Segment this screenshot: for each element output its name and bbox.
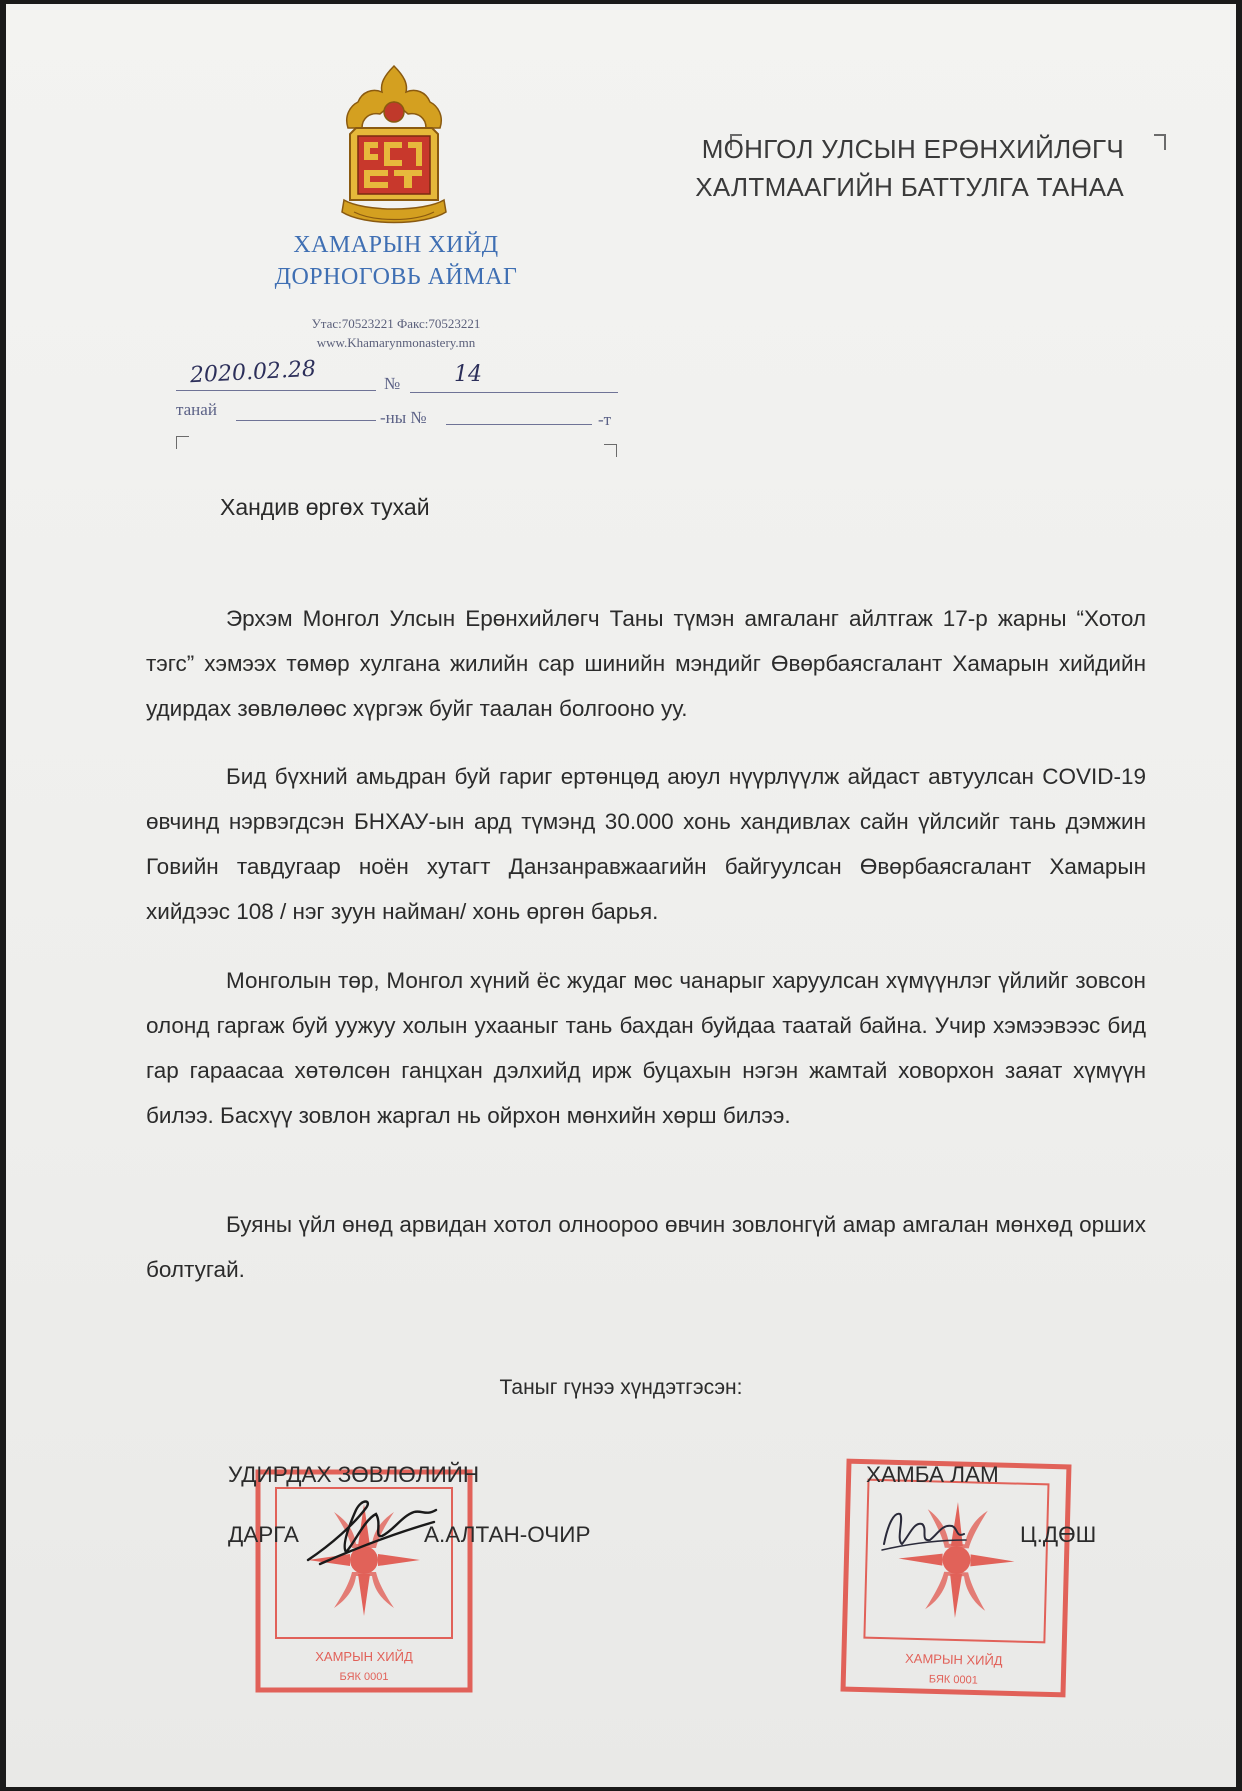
body-paragraph-3-text: Монголын төр, Монгол хүний ёс жудаг мөс чанарыг харуулсан хүмүүнлэг үйлийг зовсон олонд гаргаж буй уужуу холын ухааныг тань бахдан буйдаа таатай байна. Учир хэмээвээс бид гар гараасаа хөтөлсөн ганцхан дэлхийд ирж буцахын нэгэн жамтай ховорхон заяат хүмүүн билээ. Басхүү зовлон жаргал нь ойрхон мөнхийн хөрш билээ.	[146, 968, 1146, 1128]
addressee-line2: ХАЛТМААГИЙН БАТТУЛГА ТАНАА	[695, 172, 1124, 202]
yours-label: танай	[176, 400, 217, 419]
yours-date-line	[236, 420, 376, 421]
body-paragraph-4-text: Буяны үйл өнөд арвидан хотол олноороо өвчин зовлонгүй амар амгалан мөнхөд орших болтугай.	[146, 1212, 1146, 1282]
org-name-line1: ХАМАРЫН ХИЙД	[293, 232, 499, 258]
closing-phrase: Таныг гүнээ хүндэтгэсэн:	[499, 1376, 743, 1399]
handwritten-signature	[302, 1494, 442, 1570]
phone-fax: Утас:70523221 Факс:70523221	[311, 316, 481, 331]
stamp-left-text: ХАМРЫН ХИЙД	[315, 1649, 413, 1664]
addressee-line1: МОНГОЛ УЛСЫН ЕРӨНХИЙЛӨГЧ	[701, 134, 1124, 164]
body-paragraph-2-text: Бид бүхний амьдран буй гариг ертөнцөд аюул нүүрлүүлж айдаст автуулсан COVID-19 өвчинд нэрвэгдсэн БНХАУ-ын ард түмэнд 30.000 хонь хандивлах сайн үйлсийг тань дэмжин Говийн тавдугаар ноён хутагт Данзанравжаагийн байгуулсан Өвөрбаясгалант Хамарын хийдээс 108 / нэг зуун найман/ хонь өргөн барья.	[146, 764, 1146, 924]
corner-bracket-right	[604, 444, 617, 457]
signatory-left-title-line1: УДИРДАХ ЗӨВЛӨЛИЙН	[228, 1462, 480, 1487]
number-label: №	[384, 374, 401, 393]
suffix-label: -т	[598, 410, 612, 429]
number-line	[410, 392, 618, 393]
signatory-left-name: А.АЛТАН-ОЧИР	[424, 1522, 591, 1547]
letter-number: 14	[454, 362, 482, 387]
handwritten-signature-right	[878, 1504, 968, 1558]
letter-date: 2020.02.28	[189, 356, 317, 389]
body-paragraph-2	[146, 754, 1146, 934]
body-paragraph-3	[146, 958, 1146, 1138]
date-line	[176, 390, 376, 391]
letter-page	[6, 4, 1236, 1787]
body-paragraph-1	[146, 596, 1146, 731]
letter-subject: Хандив өргөх тухай	[220, 494, 430, 520]
monastery-emblem-icon	[334, 62, 454, 232]
corner-bracket-left	[176, 436, 189, 449]
yours-number-label: -ны №	[380, 408, 427, 427]
signatory-left-title-line2: ДАРГА	[228, 1522, 299, 1547]
stamp-right-text: ХАМРЫН ХИЙД	[904, 1650, 1003, 1669]
stamp-left-code: БЯК 0001	[339, 1671, 389, 1683]
stamp-right-code: БЯК 0001	[928, 1673, 978, 1687]
dorje-stamp-icon-right	[839, 1457, 1073, 1699]
body-paragraph-4	[146, 1202, 1146, 1292]
addressee-bracket-right	[1154, 134, 1166, 150]
signatory-right-name: Ц.ДӨШ	[1020, 1522, 1097, 1547]
yours-number-line	[446, 424, 592, 425]
org-name-line2: ДОРНОГОВЬ АЙМАГ	[274, 264, 518, 290]
body-paragraph-1-text: Эрхэм Монгол Улсын Ерөнхийлөгч Таны түмэн амгаланг айлтгаж 17-р жарны “Хотол тэгс” хэмээх төмөр хулгана жилийн сар шинийн мэндийг Өвөрбаясгалант Хамарын хийдийн удирдах зөвлөлөөс хүргэж буйг таалан болгооно уу.	[146, 606, 1146, 721]
website: www.Khamarynmonastery.mn	[316, 335, 476, 350]
signatory-right-title: ХАМБА ЛАМ	[866, 1462, 999, 1487]
